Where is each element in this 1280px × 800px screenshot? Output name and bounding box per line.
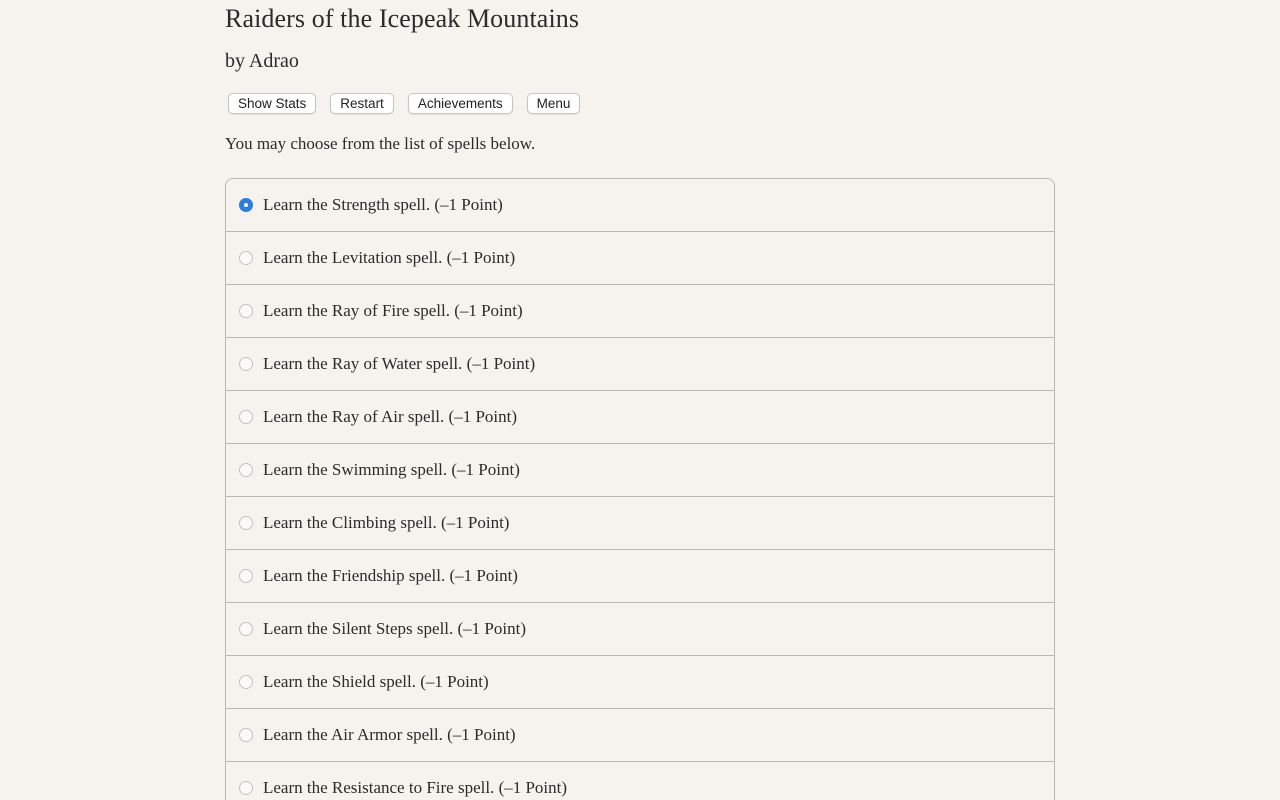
choice-label: Learn the Ray of Water spell. (–1 Point)	[263, 354, 536, 373]
radio-button[interactable]	[239, 357, 253, 371]
choice-option[interactable]	[226, 497, 1054, 550]
radio-button[interactable]	[239, 728, 253, 742]
choice-label: Learn the Resistance to Fire spell. (–1 Point)	[263, 778, 568, 797]
choice-option[interactable]	[226, 762, 1054, 800]
radio-button[interactable]	[239, 516, 253, 530]
choice-prompt: You may choose from the list of spells below.	[225, 134, 536, 153]
choice-label: Learn the Swimming spell. (–1 Point)	[263, 460, 520, 479]
choice-option[interactable]	[226, 656, 1054, 709]
radio-button[interactable]	[239, 304, 253, 318]
choice-label: Learn the Air Armor spell. (–1 Point)	[263, 725, 516, 744]
choice-option[interactable]	[226, 391, 1054, 444]
radio-button[interactable]	[239, 410, 253, 424]
game-title: Raiders of the Icepeak Mountains	[225, 4, 580, 33]
radio-button[interactable]	[239, 622, 253, 636]
choice-label: Learn the Ray of Fire spell. (–1 Point)	[263, 301, 523, 320]
choice-option[interactable]	[226, 550, 1054, 603]
choice-label: Learn the Silent Steps spell. (–1 Point)	[263, 619, 526, 638]
choice-option[interactable]	[226, 285, 1054, 338]
choice-label: Learn the Shield spell. (–1 Point)	[263, 672, 489, 691]
radio-button[interactable]	[239, 781, 253, 795]
choice-option[interactable]	[226, 338, 1054, 391]
radio-button[interactable]	[239, 675, 253, 689]
choice-option[interactable]	[226, 444, 1054, 497]
choice-label: Learn the Levitation spell. (–1 Point)	[263, 248, 516, 267]
choice-label: Learn the Friendship spell. (–1 Point)	[263, 566, 518, 585]
choice-label: Learn the Climbing spell. (–1 Point)	[263, 513, 510, 532]
choice-option[interactable]	[226, 232, 1054, 285]
game-author: by Adrao	[225, 50, 299, 72]
choice-option[interactable]	[226, 603, 1054, 656]
choice-option[interactable]	[226, 709, 1054, 762]
spell-choice-list	[225, 178, 1055, 800]
choice-option[interactable]	[226, 179, 1054, 232]
restart-button[interactable]: Restart	[330, 93, 394, 114]
choice-label: Learn the Ray of Air spell. (–1 Point)	[263, 407, 518, 426]
radio-button[interactable]	[239, 198, 253, 212]
menu-button[interactable]: Menu	[527, 93, 581, 114]
show-stats-button[interactable]: Show Stats	[228, 93, 316, 114]
radio-button[interactable]	[239, 251, 253, 265]
toolbar	[228, 93, 580, 114]
choice-label: Learn the Strength spell. (–1 Point)	[263, 195, 503, 214]
radio-button[interactable]	[239, 463, 253, 477]
achievements-button[interactable]: Achievements	[408, 93, 513, 114]
radio-button[interactable]	[239, 569, 253, 583]
